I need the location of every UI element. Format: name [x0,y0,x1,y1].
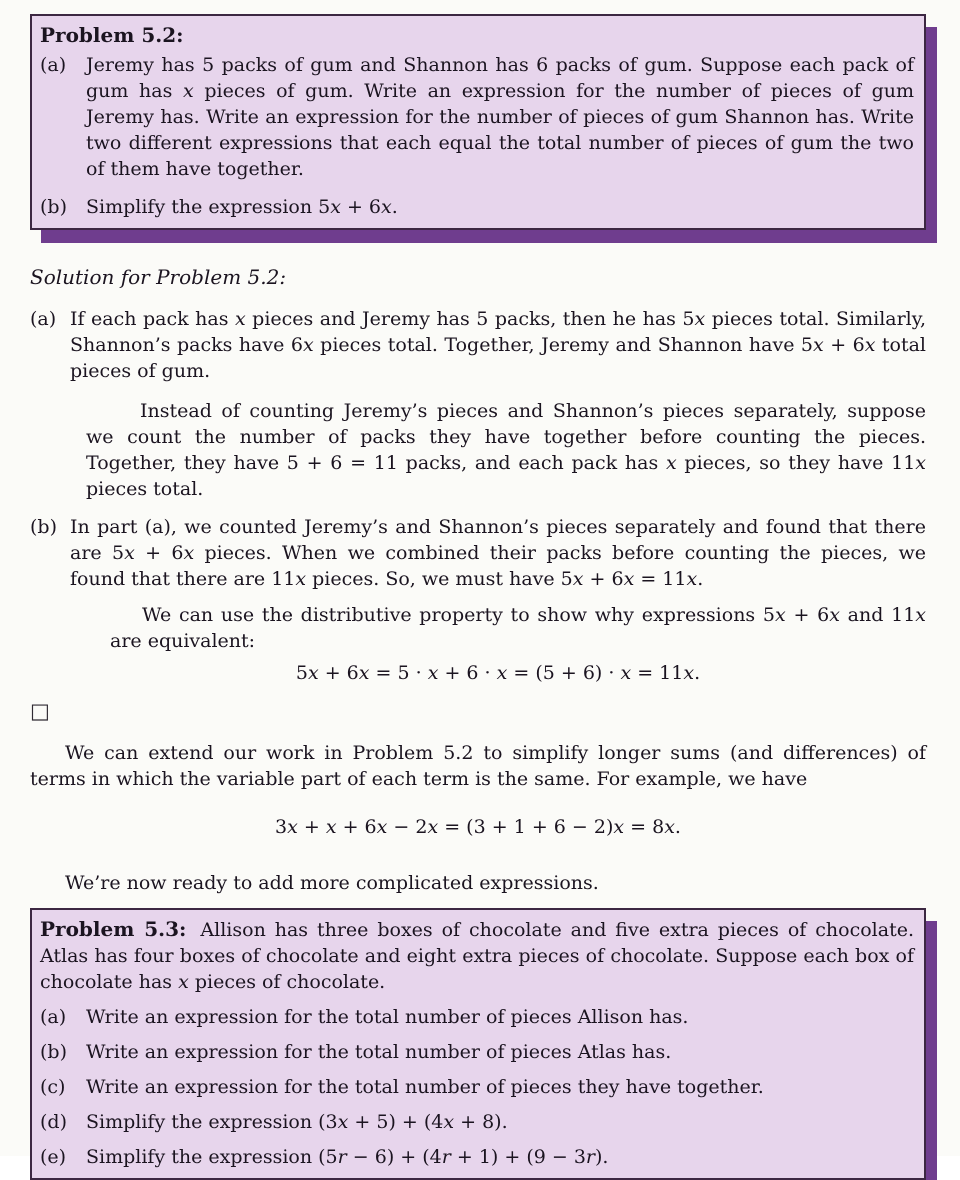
problem-5-2-title: Problem 5.2: [40,23,184,47]
problem-5-2-part-a [40,52,914,182]
solution-part-a-paragraph-1: If each pack has x pieces and Jeremy has 5 packs, then he has 5x pieces total. Similarly, Shannon’s packs have 6x pieces total. Together, Jeremy and Shannon have 5x + 6x total pieces of gum. [70,308,927,382]
problem-5-3-part-c [40,1074,914,1100]
part-b-label: (b) [40,196,67,218]
end-of-solution-square-icon: □ [30,699,50,723]
solution-part-a-label: (a) [30,308,57,330]
part-c-text: Write an expression for the total number of pieces they have together. [86,1076,764,1098]
part-d-label: (d) [40,1111,67,1133]
problem-5-3-title: Problem 5.3: [40,917,187,941]
part-e-text: Simplify the expression (5r − 6) + (4r + 1) + (9 − 3r). [86,1146,609,1168]
transition-paragraph: We can extend our work in Problem 5.2 to simplify longer sums (and differences) of terms in which the variable part of each term is the same. For example, we have [30,742,926,790]
solution-part-b-paragraph-2: We can use the distributive property to show why expressions 5x + 6x and 11x are equivalent: [110,604,926,652]
solution-part-b [30,514,926,686]
solution-part-b-label: (b) [30,516,57,538]
part-b-text: Write an expression for the total number of pieces Atlas has. [86,1041,672,1063]
part-b-text: Simplify the expression 5x + 6x. [86,196,398,218]
solution-part-b-paragraph-1: In part (a), we counted Jeremy’s and Shannon’s pieces separately and found that there are 5x + 6x pieces. When we combined their packs before counting the pieces, we found that there are 11x pieces. So, we must have 5x + 6x = 11x. [70,516,926,590]
problem-5-3-intro [40,916,914,995]
lead-in-paragraph: We’re now ready to add more complicated expressions. [65,872,599,894]
problem-5-3-parts [40,1004,914,1170]
part-e-label: (e) [40,1146,67,1168]
problem-5-2-box [30,14,926,230]
combining-terms-equation: 3x + x + 6x − 2x = (3 + 1 + 6 − 2)x = 8x. [275,816,681,838]
problem-5-3-part-e [40,1144,914,1170]
solution-heading: Solution for Problem 5.2: [30,265,287,289]
part-c-label: (c) [40,1076,66,1098]
problem-5-3-intro-text: Allison has three boxes of chocolate and five extra pieces of chocolate. Atlas has four boxes of chocolate and eight extra pieces of chocolate. Suppose each box of chocolate has x pieces of chocolate. [40,919,914,993]
problem-5-2-part-b [40,194,914,220]
solution-part-a-paragraph-2: Instead of counting Jeremy’s pieces and Shannon’s pieces separately, suppose we count the number of packs they have together before counting the pieces. Together, they have 5 + 6 = 11 packs, and each pack has x pieces, so they have 11x pieces total. [86,400,926,500]
part-b-label: (b) [40,1041,67,1063]
distributive-property-equation: 5x + 6x = 5 · x + 6 · x = (5 + 6) · x = 11x. [295,662,701,684]
solution-part-a [30,306,926,502]
part-d-text: Simplify the expression (3x + 5) + (4x + 8). [86,1111,508,1133]
problem-5-3-part-a [40,1004,914,1030]
part-a-label: (a) [40,1006,67,1028]
problem-5-3-part-b [40,1039,914,1065]
problem-5-3-box [30,908,926,1180]
problem-5-3-part-d [40,1109,914,1135]
part-a-text: Jeremy has 5 packs of gum and Shannon has 6 packs of gum. Suppose each pack of gum has x pieces of gum. Write an expression for the number of pieces of gum Jeremy has. Write an expression for the number of pieces of gum Shannon has. Write two different expressions that each equal the total number of pieces of gum the two of them have together. [86,54,914,180]
part-a-label: (a) [40,54,67,76]
part-a-text: Write an expression for the total number of pieces Allison has. [86,1006,689,1028]
